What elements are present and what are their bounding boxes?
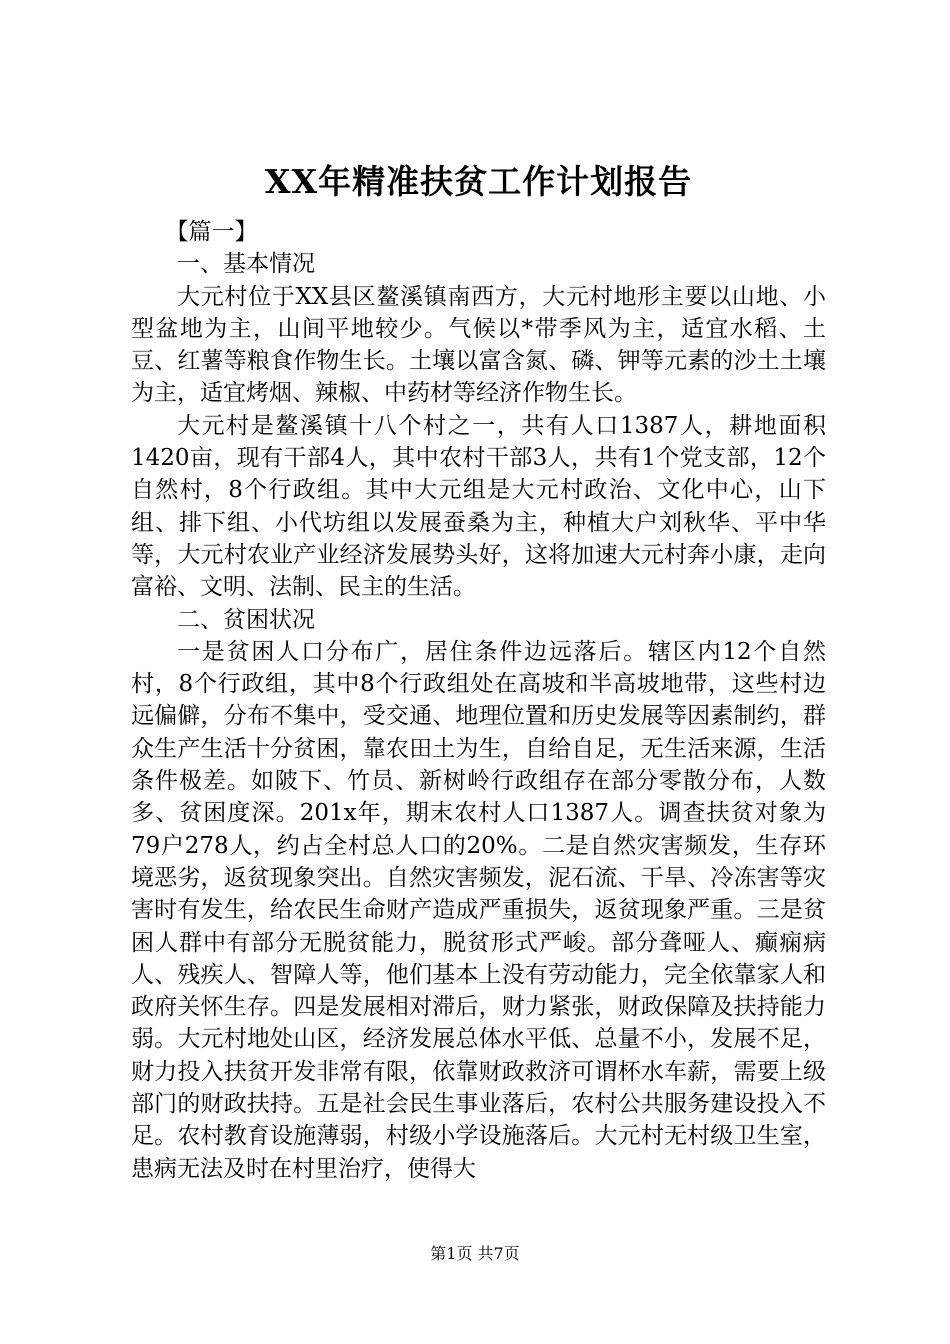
paragraph-3: 一是贫困人口分布广，居住条件边远落后。辖区内12个自然村，8个行政组，其中8个行政组处在高坡和半高坡地带，这些村边远偏僻，分布不集中，受交通、地理位置和历史发展等因素制约，群众生产生活十分贫困，靠农田土为生，自给自足，无生活来源，生活条件极差。如陂下、竹员、新树岭行政组存在部分零散分布，人数多、贫困度深。201x年，期末农村人口1387人。调查扶贫对象为79户278人，约占全村总人口的20%。二是自然灾害频发，生存环境恶劣，返贫现象突出。自然灾害频发，泥石流、干旱、冷冻害等灾害时有发生，给农民生命财产造成严重损失，返贫现象严重。三是贫困人群中有部分无脱贫能力，脱贫形式严峻。部分聋哑人、癫痫病人、残疾人、智障人等，他们基本上没有劳动能力，完全依靠家人和政府关怀生存。四是发展相对滞后，财力紧张，财政保障及扶持能力弱。大元村地处山区，经济发展总体水平低、总量不小，发展不足，财力投入扶贫开发非常有限，依靠财政救济可谓杯水车薪，需要上级部门的财政扶持。五是社会民生事业落后，农村公共服务建设投入不足。农村教育设施薄弱，村级小学设施落后。大元村无村级卫生室，患病无法及时在村里治疗，使得大 xyxy=(131,638,826,1182)
paragraph-2: 大元村是鳌溪镇十八个村之一，共有人口1387人，耕地面积1420亩，现有干部4人，其中农村干部3人，共有1个党支部，12个自然村，8个行政组。其中大元组是大元村政治、文化中心，山下组、排下组、小代坊组以发展蚕桑为主，种植大户刘秋华、平中华等，大元村农业产业经济发展势头好，这将加速大元村奔小康，走向富裕、文明、法制、民主的生活。 xyxy=(131,412,826,601)
document-title: XX年精准扶贫工作计划报告 xyxy=(264,162,693,201)
heading-basic-situation: 一、基本情况 xyxy=(177,251,315,278)
paragraph-1: 大元村位于XX县区鳌溪镇南西方，大元村地形主要以山地、小型盆地为主，山间平地较少。气候以*带季风为主，适宜水稻、土豆、红薯等粮食作物生长。土壤以富含氮、磷、钾等元素的沙土土壤为主，适宜烤烟、辣椒、中药材等经济作物生长。 xyxy=(131,283,826,407)
document-page xyxy=(131,160,826,1185)
heading-poverty-status: 二、贫困状况 xyxy=(177,606,315,633)
document-body xyxy=(131,216,826,1185)
section-mark: 【篇一】 xyxy=(165,219,258,245)
page-footer: 第1页 共7页 xyxy=(430,1244,520,1263)
